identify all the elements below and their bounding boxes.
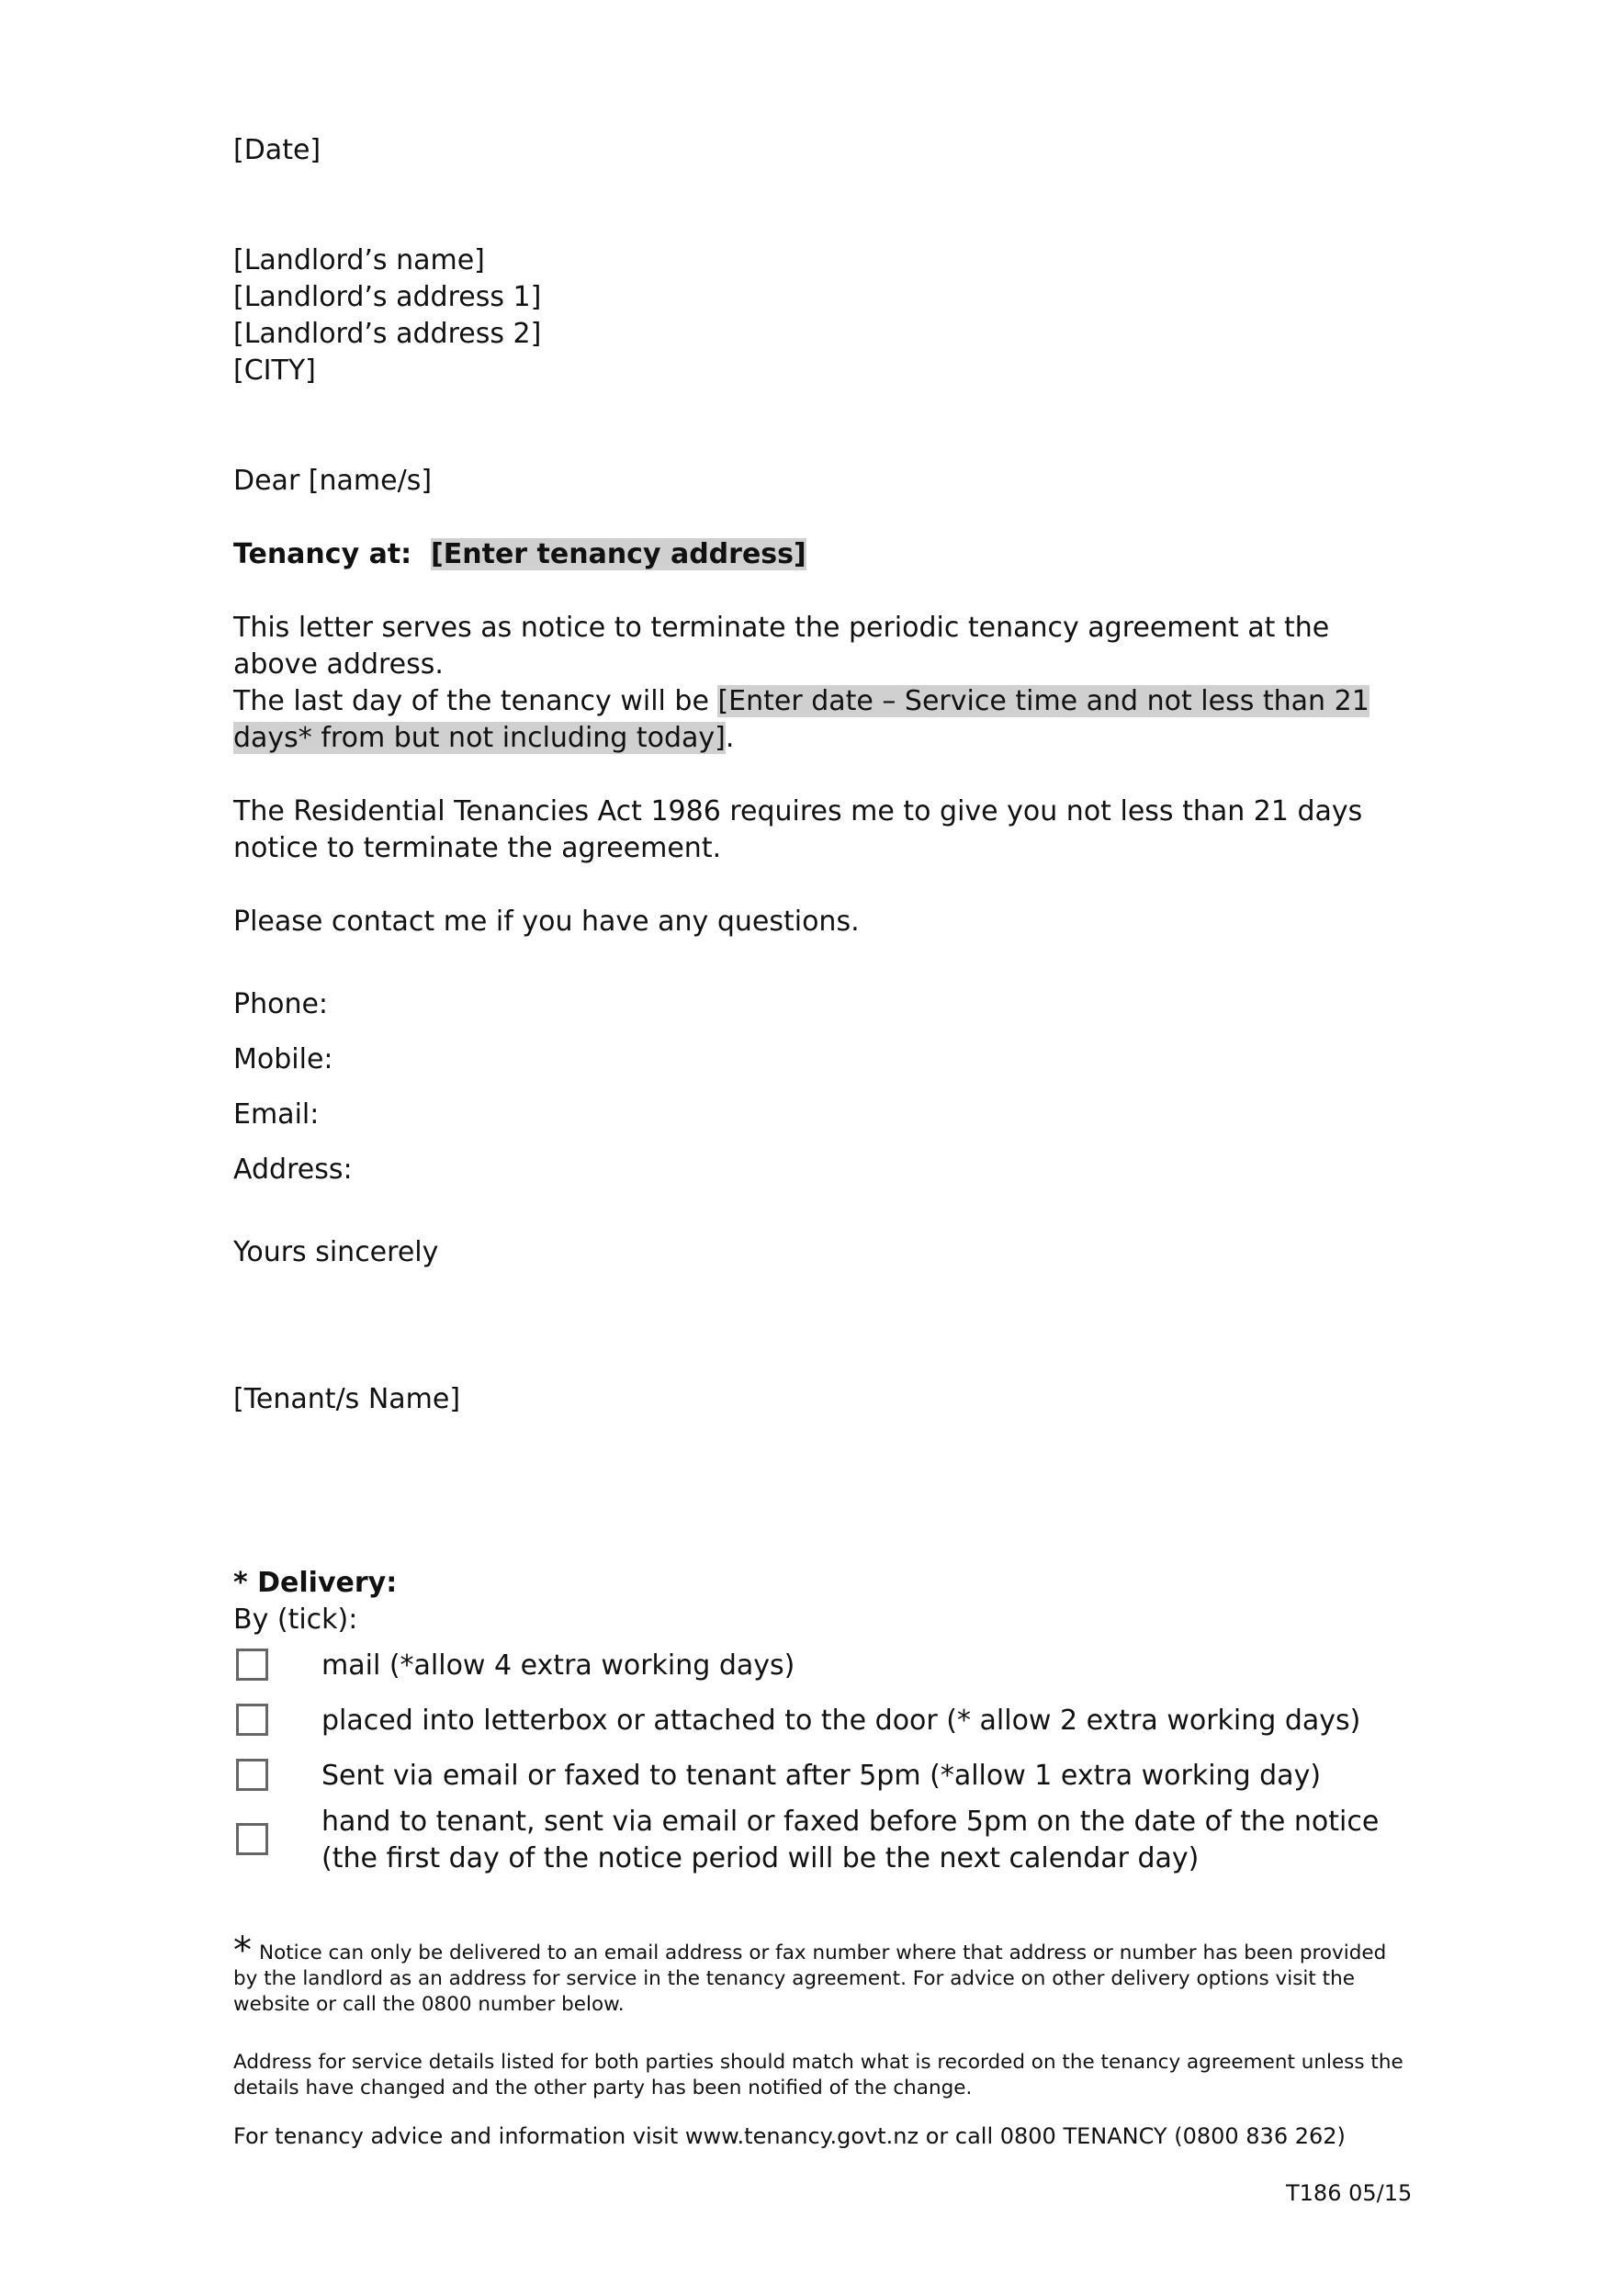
salutation: Dear [name/s] xyxy=(233,465,433,497)
delivery-option-email-after-5pm: Sent via email or faxed to tenant after 5pm (*allow 1 extra working day) xyxy=(321,1760,1322,1792)
delivery-checkbox-mail[interactable] xyxy=(236,1649,268,1681)
form-reference: T186 05/15 xyxy=(1286,2180,1413,2206)
footnote-asterisk: * xyxy=(233,1930,252,1972)
email-label: Email: xyxy=(233,1098,320,1131)
phone-label: Phone: xyxy=(233,988,329,1020)
delivery-checkbox-email-after-5pm[interactable] xyxy=(236,1759,268,1791)
tenancy-label: Tenancy at: xyxy=(233,538,412,570)
address-label: Address: xyxy=(233,1154,353,1186)
delivery-option-hand-line1: hand to tenant, sent via email or faxed before 5pm on the date of the notice xyxy=(321,1806,1380,1838)
footnote-delivery-text: Notice can only be delivered to an email address or fax number where that address or number has been provided by the landlord as an address for service in the tenancy agreement. For advice on other delivery options visit the website or call the 0800 number below. xyxy=(233,1941,1387,2016)
tenancy-line xyxy=(233,536,806,573)
delivery-by-label: By (tick): xyxy=(233,1604,358,1636)
closing: Yours sincerely xyxy=(233,1236,439,1268)
footnote-address-for-service: Address for service details listed for both parties should match what is recorded on the tenancy agreement unless the details have changed and the other party has been notified of the change. xyxy=(233,2051,1403,2099)
delivery-checkbox-hand[interactable] xyxy=(236,1823,268,1855)
tenant-name-placeholder: [Tenant/s Name] xyxy=(233,1383,461,1415)
delivery-option-letterbox: placed into letterbox or attached to the door (* allow 2 extra working days) xyxy=(321,1705,1361,1737)
delivery-heading: * Delivery: xyxy=(233,1567,398,1599)
last-day-paragraph xyxy=(233,683,1409,757)
landlord-address-1: [Landlord’s address 1] xyxy=(233,281,542,313)
date-placeholder: [Date] xyxy=(233,134,321,166)
act-paragraph: The Residential Tenancies Act 1986 requires me to give you not less than 21 days notice to terminate the agreement. xyxy=(233,795,1363,864)
landlord-name: [Landlord’s name] xyxy=(233,244,485,276)
footnote-delivery xyxy=(233,1930,1409,2018)
tenancy-address-field[interactable]: [Enter tenancy address] xyxy=(431,538,806,570)
last-day-date-field[interactable]: [Enter date – Service time and not less than 21 days* from but not including today] xyxy=(233,685,1369,754)
contact-paragraph: Please contact me if you have any questions. xyxy=(233,906,860,938)
landlord-city: [CITY] xyxy=(233,355,316,387)
landlord-address-2: [Landlord’s address 2] xyxy=(233,318,542,350)
tenancy-advice-line: For tenancy advice and information visit www.tenancy.govt.nz or call 0800 TENANCY (0800 836 262) xyxy=(233,2123,1346,2149)
last-day-suffix: . xyxy=(725,722,735,754)
mobile-label: Mobile: xyxy=(233,1043,333,1075)
delivery-option-hand-line2: (the first day of the notice period will be the next calendar day) xyxy=(321,1842,1200,1874)
delivery-checkbox-letterbox[interactable] xyxy=(236,1704,268,1736)
last-day-prefix: The last day of the tenancy will be xyxy=(233,685,718,717)
delivery-option-mail: mail (*allow 4 extra working days) xyxy=(321,1649,795,1682)
notice-paragraph: This letter serves as notice to terminate the periodic tenancy agreement at the above address. xyxy=(233,612,1330,681)
